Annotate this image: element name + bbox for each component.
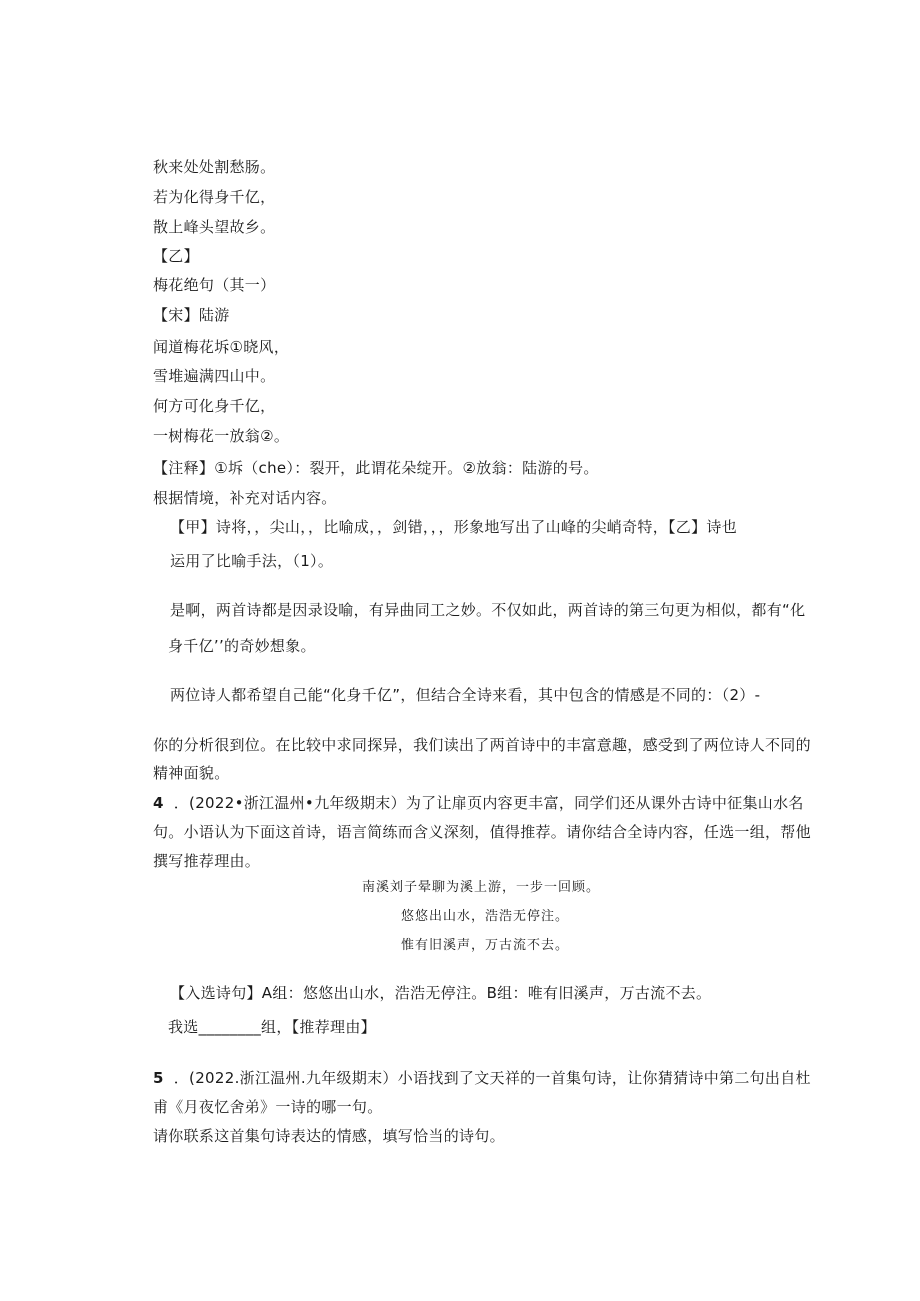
poem-line: 秋来处处割愁肠。: [153, 158, 276, 176]
answer-blank[interactable]: ________: [198, 1018, 262, 1036]
choose-prefix: 我选: [168, 1018, 199, 1036]
question-text: 请你联系这首集句诗表达的情感，填写恰当的诗句。: [153, 1127, 505, 1145]
dialog-line: 你的分析很到位。在比较中求同探异，我们读出了两首诗中的丰富意趣，感受到了两位诗人不同的: [153, 736, 811, 754]
poem-line: 一树梅花一放翁②。: [153, 427, 290, 445]
poem-line: 何方可化身千亿，: [153, 397, 276, 415]
q4-header: [153, 793, 804, 813]
dialog-line: 身千亿’’的奇妙想象。: [168, 637, 316, 655]
choose-suffix: 组，【推荐理由】: [261, 1018, 376, 1036]
dialog-line: 【甲】诗将，，尖山，，比喻成，，剑错，，，形象地写出了山峰的尖峭奇特，【乙】诗也: [170, 518, 738, 536]
poem-line: 南溪刘子晕聊为溪上游，一步一回顾。: [362, 880, 601, 895]
dialog-line: 是啊，两首诗都是因录设喻，有异曲同工之妙。不仅如此，两首诗的第三句更为相似，都有“化: [170, 601, 806, 619]
question-text: ．(2022.浙江温州.九年级期末）小语找到了文天祥的一首集句诗，让你猜猜诗中第二句出自杜: [173, 1069, 811, 1087]
poem-line: 散上峰头望故乡。: [153, 218, 276, 236]
question-text: 句。小语认为下面这首诗，语言简练而含义深刻，值得推荐。请你结合全诗内容，任选一组，帮他: [153, 823, 811, 841]
q4-choose: [168, 1017, 376, 1037]
question-number: 4: [153, 794, 164, 812]
dialog-line: 精神面貌。: [153, 764, 230, 782]
dialog-line: 两位诗人都希望自己能“化身千亿”，但结合全诗来看，其中包含的情感是不同的：（2）-: [170, 686, 761, 704]
question-text: 甫《月夜忆舍弟》一诗的哪一句。: [153, 1098, 383, 1116]
dialog-line: 运用了比喻手法，（1）。: [170, 552, 334, 570]
poem-line: 闻道梅花坼①晓风，: [153, 338, 290, 356]
q3-instruction: 根据情境，补充对话内容。: [153, 489, 337, 507]
poem-title: 梅花绝句（其一）: [153, 276, 276, 294]
poem-line: 惟有旧溪声，万古流不去。: [401, 938, 570, 953]
poem-note: 【注释】①坼（che）：裂开，此谓花朵绽开。②放翁：陆游的号。: [153, 459, 599, 477]
poem-line: 雪堆遍满四山中。: [153, 367, 276, 385]
q4-options: 【入选诗句】A组：悠悠出山水，浩浩无停注。B组：唯有旧溪声，万古流不去。: [170, 984, 712, 1002]
poem-author: 【宋】陆游: [153, 306, 230, 324]
question-text: ．(2022•浙江温州•九年级期末）为了让扉页内容更丰富，同学们还从课外古诗中征集山水名: [173, 794, 804, 812]
q5-header: [153, 1068, 811, 1088]
question-text: 撰写推荐理由。: [153, 852, 261, 870]
poem-tag: 【乙】: [153, 247, 199, 265]
poem-line: 若为化得身千亿，: [153, 188, 276, 206]
question-number: 5: [153, 1069, 164, 1087]
poem-line: 悠悠出山水，浩浩无停注。: [401, 909, 570, 924]
